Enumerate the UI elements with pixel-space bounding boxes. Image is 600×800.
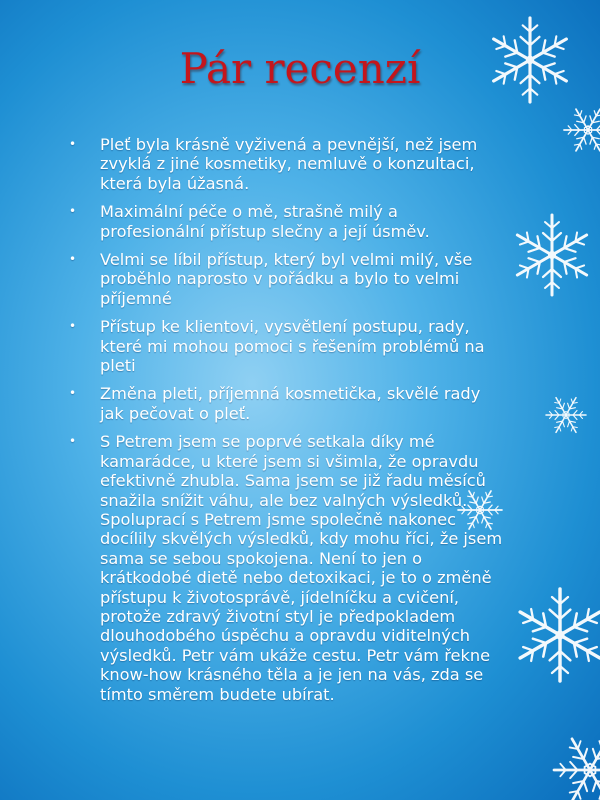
bullet-icon: • — [69, 252, 77, 267]
bullet-icon: • — [69, 319, 77, 334]
reviews-list — [66, 135, 506, 713]
review-item — [66, 250, 506, 308]
snowflake-icon — [554, 735, 600, 800]
bullet-icon: • — [69, 137, 77, 151]
review-item — [66, 432, 506, 704]
review-item — [66, 202, 506, 241]
bullet-icon: • — [69, 434, 77, 449]
review-item — [66, 384, 506, 423]
review-text: Velmi se líbil přístup, který byl velmi milý, vše proběhlo naprosto v pořádku a bylo to velmi příjemné — [100, 250, 473, 308]
review-text: Změna pleti, příjemná kosmetička, skvělé rady jak pečovat o pleť. — [100, 384, 481, 423]
bullet-icon: • — [69, 204, 77, 219]
review-item — [66, 135, 506, 193]
review-text: Maximální péče o mě, strašně milý a profesionální přístup slečny a její úsměv. — [100, 202, 430, 241]
snowflake-icon — [546, 395, 586, 434]
review-text: S Petrem jsem se poprvé setkala díky mé kamarádce, u které jsem si všimla, že opravdu efektivně zhubla. Sama jsem se již řadu měsíců snažila snížit váhu, ale bez valných výsledků. Spoluprací s Petrem jsme společně nakonec docílily skvělých výsledků, kdy mohu říci, že jsem sama se sebou spokojena. Není to jen o krátkodobé dietě nebo detoxikaci, je to o změně přístupu k životosprávě, jídelníčku a cvičení, protože zdravý životní styl je předpokladem dlouhodobého úspěchu a opravdu viditelných výsledků. Petr vám ukáže cestu. Petr vám řekne know-how krásného těla a je jen na vás, zda se tímto směrem budete ubírat. — [100, 432, 503, 704]
snowflake-icon — [513, 215, 591, 295]
page-title: Pár recenzí — [179, 44, 421, 93]
review-text: Přístup ke klientovi, vysvětlení postupu, rady, které mi mohou pomoci s řešením problémů na pleti — [100, 317, 485, 376]
review-text: Pleť byla krásně vyživená a pevnější, než jsem zvyklá z jiné kosmetiky, nemluvě o konzultaci, která byla úžasná. — [100, 135, 478, 193]
snowflake-icon — [515, 589, 600, 681]
snowflake-icon — [564, 107, 600, 154]
review-item — [66, 317, 506, 375]
bullet-icon: • — [69, 386, 77, 401]
